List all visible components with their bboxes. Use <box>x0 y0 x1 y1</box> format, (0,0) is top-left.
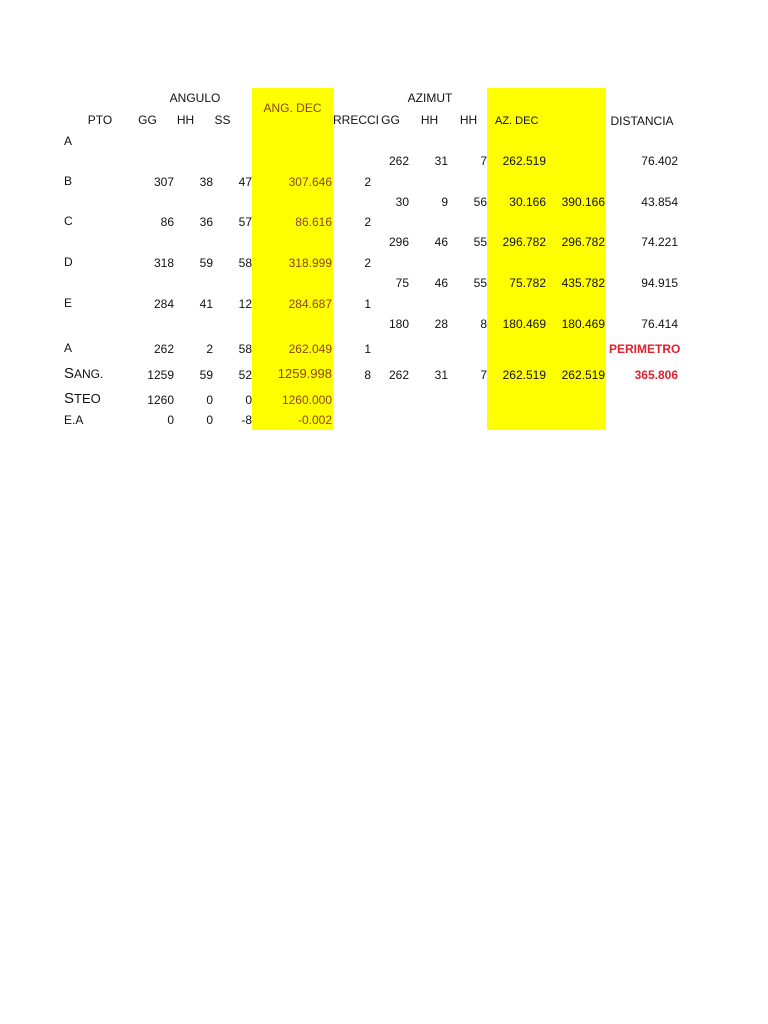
ang-dec-value: -0.002 <box>297 413 332 427</box>
angulo-ss: 58 <box>238 256 252 270</box>
az-ss: 7 <box>480 154 487 168</box>
ang-dec-value: 86.616 <box>295 215 332 229</box>
ang-dec-value: 318.999 <box>288 256 332 270</box>
az-dec-adjusted-value: 435.782 <box>561 276 605 290</box>
az-gg: 180 <box>388 317 409 331</box>
ang-dec-value: 1260.000 <box>281 393 332 407</box>
angulo-ss: 52 <box>238 368 252 382</box>
header-pto: PTO <box>87 113 113 127</box>
angulo-ss: 47 <box>238 175 252 189</box>
az-dec-value: 262.519 <box>502 154 546 168</box>
ang-dec-value: 262.049 <box>288 342 332 356</box>
angulo-ss: 58 <box>238 342 252 356</box>
az-dec-adjusted-value: 180.469 <box>561 317 605 331</box>
angulo-hh: 0 <box>206 413 213 427</box>
az-gg: 75 <box>395 276 409 290</box>
az-gg: 262 <box>388 154 409 168</box>
az-hh: 31 <box>434 154 448 168</box>
angulo-gg: 318 <box>153 256 174 270</box>
header-ang-dec: ANG. DEC <box>263 101 322 115</box>
az-dec-value: 30.166 <box>509 195 546 209</box>
correccion-value: 2 <box>364 256 371 270</box>
header-hh-azimut: HH <box>420 113 439 127</box>
az-gg: 296 <box>388 235 409 249</box>
distancia-value: 74.221 <box>641 235 678 249</box>
angulo-hh: 38 <box>199 175 213 189</box>
az-ss: 7 <box>480 368 487 382</box>
distancia-value: 94.915 <box>641 276 678 290</box>
header-distancia: DISTANCIA <box>610 114 674 128</box>
ang-dec-value: 284.687 <box>288 297 332 311</box>
sum-angles-label <box>64 366 124 381</box>
correccion-value: 2 <box>364 175 371 189</box>
angulo-hh: 0 <box>206 393 213 407</box>
correccion-value: 2 <box>364 215 371 229</box>
correccion-value: 1 <box>364 297 371 311</box>
header-ss-angulo: SS <box>214 113 231 127</box>
header-gg-azimut: GG <box>381 113 400 127</box>
angulo-hh: 2 <box>206 342 213 356</box>
pto-label: B <box>64 174 73 188</box>
perimetro-value: 365.806 <box>634 368 678 382</box>
sum-theoretical-label <box>64 391 124 406</box>
angulo-gg: 262 <box>153 342 174 356</box>
pto-label: C <box>64 214 73 228</box>
sum-angles-text: ANG. <box>74 367 104 381</box>
angulo-ss: 57 <box>238 215 252 229</box>
distancia-value: 43.854 <box>641 195 678 209</box>
az-ss: 56 <box>473 195 487 209</box>
angulo-gg: 307 <box>153 175 174 189</box>
az-dec-adjusted-value: 296.782 <box>561 235 605 249</box>
sum-symbol: S <box>64 365 75 382</box>
angulo-gg: 0 <box>167 413 174 427</box>
az-dec-value: 180.469 <box>502 317 546 331</box>
header-correccion: RRECCI <box>333 113 380 127</box>
az-ss: 8 <box>480 317 487 331</box>
az-hh: 46 <box>434 235 448 249</box>
sum-symbol: S <box>64 390 75 407</box>
angulo-gg: 86 <box>160 215 174 229</box>
pto-label: D <box>64 255 73 269</box>
az-dec-adjusted-value: 262.519 <box>561 368 605 382</box>
az-hh: 9 <box>441 195 448 209</box>
angulo-hh: 59 <box>199 256 213 270</box>
distancia-value: 76.402 <box>641 154 678 168</box>
az-hh: 31 <box>434 368 448 382</box>
angulo-ss: -8 <box>241 413 252 427</box>
az-hh: 28 <box>434 317 448 331</box>
angulo-hh: 36 <box>199 215 213 229</box>
header-hh-angulo: HH <box>176 113 195 127</box>
sum-theoretical-text: TEO <box>74 391 101 406</box>
pto-label: A <box>64 341 73 355</box>
angulo-hh: 59 <box>199 368 213 382</box>
pto-label: A <box>64 134 73 148</box>
distancia-value: 76.414 <box>641 317 678 331</box>
angulo-gg: 1259 <box>147 368 174 382</box>
correccion-value: 1 <box>364 342 371 356</box>
perimetro-label: PERIMETRO <box>609 342 681 356</box>
header-angulo: ANGULO <box>169 91 221 105</box>
angulo-ss: 12 <box>238 297 252 311</box>
ang-dec-value: 307.646 <box>288 175 332 189</box>
az-dec-value: 75.782 <box>509 276 546 290</box>
angulo-gg: 1260 <box>147 393 174 407</box>
az-gg: 30 <box>395 195 409 209</box>
header-gg-angulo: GG <box>138 113 157 127</box>
pto-label: E <box>64 296 73 310</box>
correccion-value: 8 <box>364 368 371 382</box>
az-gg: 262 <box>388 368 409 382</box>
az-ss: 55 <box>473 276 487 290</box>
angulo-ss: 0 <box>245 393 252 407</box>
angulo-gg: 284 <box>153 297 174 311</box>
header-azimut: AZIMUT <box>407 91 453 105</box>
header-az-dec: AZ. DEC <box>495 115 539 127</box>
az-dec-value: 296.782 <box>502 235 546 249</box>
pto-label: E.A <box>64 413 84 427</box>
ang-dec-value: 1259.998 <box>277 366 332 381</box>
angulo-hh: 41 <box>199 297 213 311</box>
az-hh: 46 <box>434 276 448 290</box>
header-hh2-azimut: HH <box>459 113 478 127</box>
az-dec-value: 262.519 <box>502 368 546 382</box>
az-dec-adjusted-value: 390.166 <box>561 195 605 209</box>
az-ss: 55 <box>473 235 487 249</box>
